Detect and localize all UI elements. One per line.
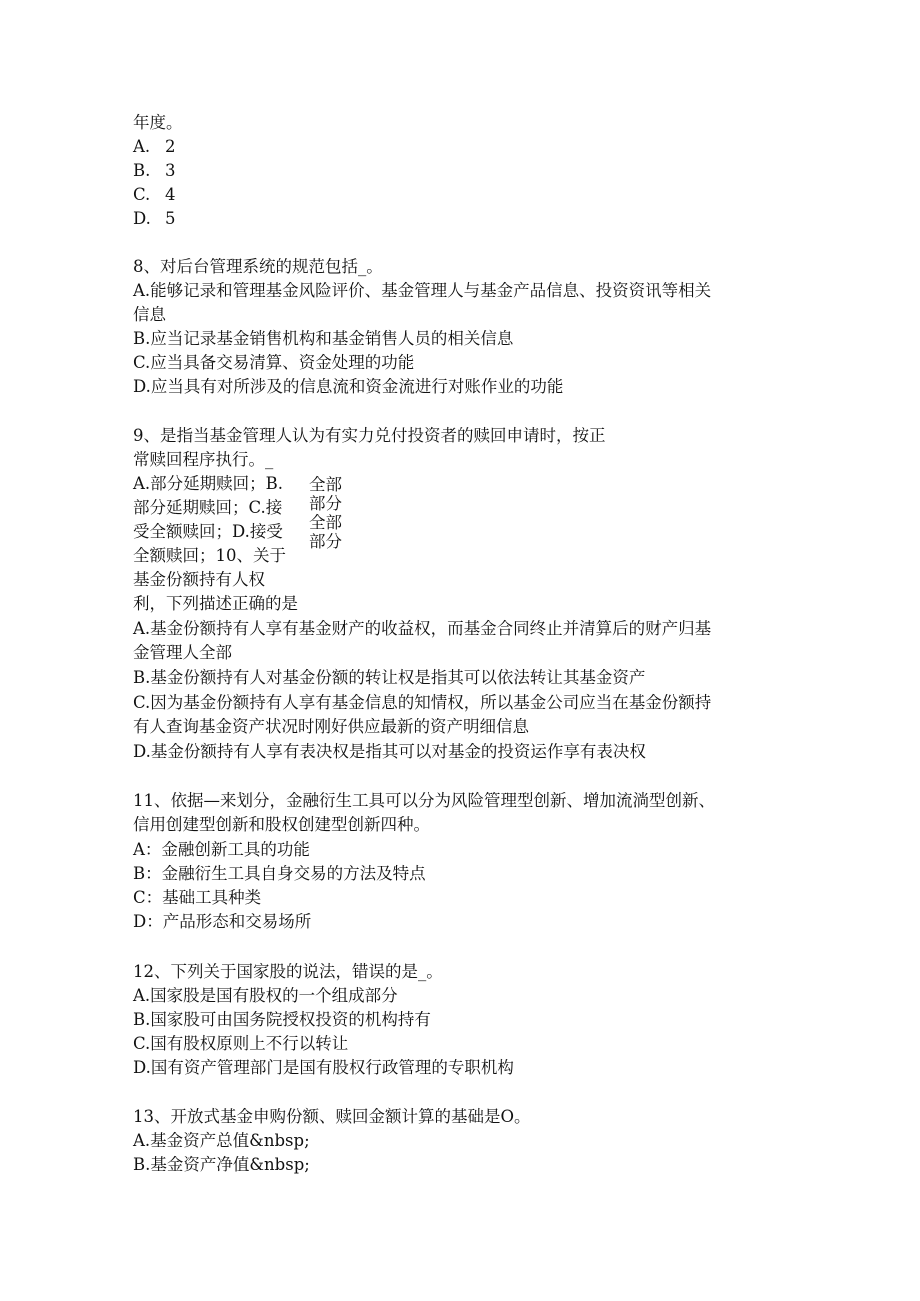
q8-option-a-line1: A.能够记录和管理基金风险评价、基金管理人与基金产品信息、投资资讯等相关 xyxy=(133,281,712,300)
q7-option-a xyxy=(133,135,176,159)
q8-stem: 8、对后台管理系统的规范包括_。 xyxy=(133,257,383,276)
q13-option-a: A.基金资产总值&nbsp; xyxy=(133,1131,310,1150)
q10-option-a-line1: A.基金份额持有人享有基金财产的收益权，而基金合同终止并清算后的财产归基 xyxy=(133,619,712,638)
q9-right-col-4: 部分 xyxy=(309,532,342,551)
q11-option-d: D：产品形态和交易场所 xyxy=(133,912,312,931)
q9-left-col-line5: 基金份额持有人权 xyxy=(133,570,265,589)
q13-option-b: B.基金资产净值&nbsp; xyxy=(133,1155,310,1174)
q11-option-b: B：金融衍生工具自身交易的方法及特点 xyxy=(133,864,426,883)
q10-option-b: B.基金份额持有人对基金份额的转让权是指其可以依法转让其基金资产 xyxy=(133,668,646,687)
q8-option-c: C.应当具备交易清算、资金处理的功能 xyxy=(133,353,415,372)
q12-option-c: C.国有股权原则上不行以转让 xyxy=(133,1034,349,1053)
q12-option-b: B.国家股可由国务院授权投资的机构持有 xyxy=(133,1010,431,1029)
q9-stem-line2: 常赎回程序执行。_ xyxy=(133,450,274,469)
q7-option-d xyxy=(133,207,176,231)
option-letter: C. xyxy=(133,185,151,204)
q9-left-col-line2: 部分延期赎回；C.接 xyxy=(133,498,283,517)
q7-option-b xyxy=(133,159,176,183)
option-value: 4 xyxy=(165,185,176,204)
q11-option-a: A：金融创新工具的功能 xyxy=(133,840,310,859)
option-letter: D. xyxy=(133,209,151,228)
q7-option-c xyxy=(133,183,176,207)
q9-right-col-1: 全部 xyxy=(309,475,342,494)
q13-stem: 13、开放式基金申购份额、赎回金额计算的基础是O。 xyxy=(133,1107,531,1126)
q11-option-c: C：基础工具种类 xyxy=(133,888,262,907)
q8-option-d: D.应当具有对所涉及的信息流和资金流进行对账作业的功能 xyxy=(133,377,564,396)
q9-right-col-3: 全部 xyxy=(309,513,342,532)
q8-option-a-line2: 信息 xyxy=(133,305,166,324)
q9-left-col-line4: 全额赎回；10、关于 xyxy=(133,546,286,565)
q11-stem-line2: 信用创建型创新和股权创建型创新四种。 xyxy=(133,815,430,834)
q8-option-b: B.应当记录基金销售机构和基金销售人员的相关信息 xyxy=(133,329,514,348)
q10-option-c-line2: 有人查询基金资产状况时刚好供应最新的资产明细信息 xyxy=(133,717,529,736)
q9-left-col-line6: 利，下列描述正确的是 xyxy=(133,594,298,613)
option-letter: B. xyxy=(133,161,151,180)
option-letter: A. xyxy=(133,137,151,156)
q9-stem-line1: 9、是指当基金管理人认为有实力兑付投资者的赎回申请时，按正 xyxy=(133,426,606,445)
q9-left-col-line3: 受全额赎回；D.接受 xyxy=(133,522,283,541)
option-value: 5 xyxy=(165,209,176,228)
q9-right-col-2: 部分 xyxy=(309,494,342,513)
q12-option-d: D.国有资产管理部门是国有股权行政管理的专职机构 xyxy=(133,1058,514,1077)
q9-left-col-line1: A.部分延期赎回；B. xyxy=(133,474,284,493)
option-value: 2 xyxy=(165,137,176,156)
q12-stem: 12、下列关于国家股的说法，错误的是_。 xyxy=(133,962,443,981)
q10-option-d: D.基金份额持有人享有表决权是指其可以对基金的投资运作享有表决权 xyxy=(133,742,646,761)
option-value: 3 xyxy=(165,161,176,180)
q10-option-c-line1: C.因为基金份额持有人享有基金信息的知情权，所以基金公司应当在基金份额持 xyxy=(133,693,712,712)
q10-option-a-line2: 金管理人全部 xyxy=(133,643,232,662)
q11-stem-line1: 11、依据—来划分，金融衍生工具可以分为风险管理型创新、增加流淌型创新、 xyxy=(133,791,715,810)
q7-stem-tail: 年度。 xyxy=(133,113,183,132)
q12-option-a: A.国家股是国有股权的一个组成部分 xyxy=(133,986,398,1005)
